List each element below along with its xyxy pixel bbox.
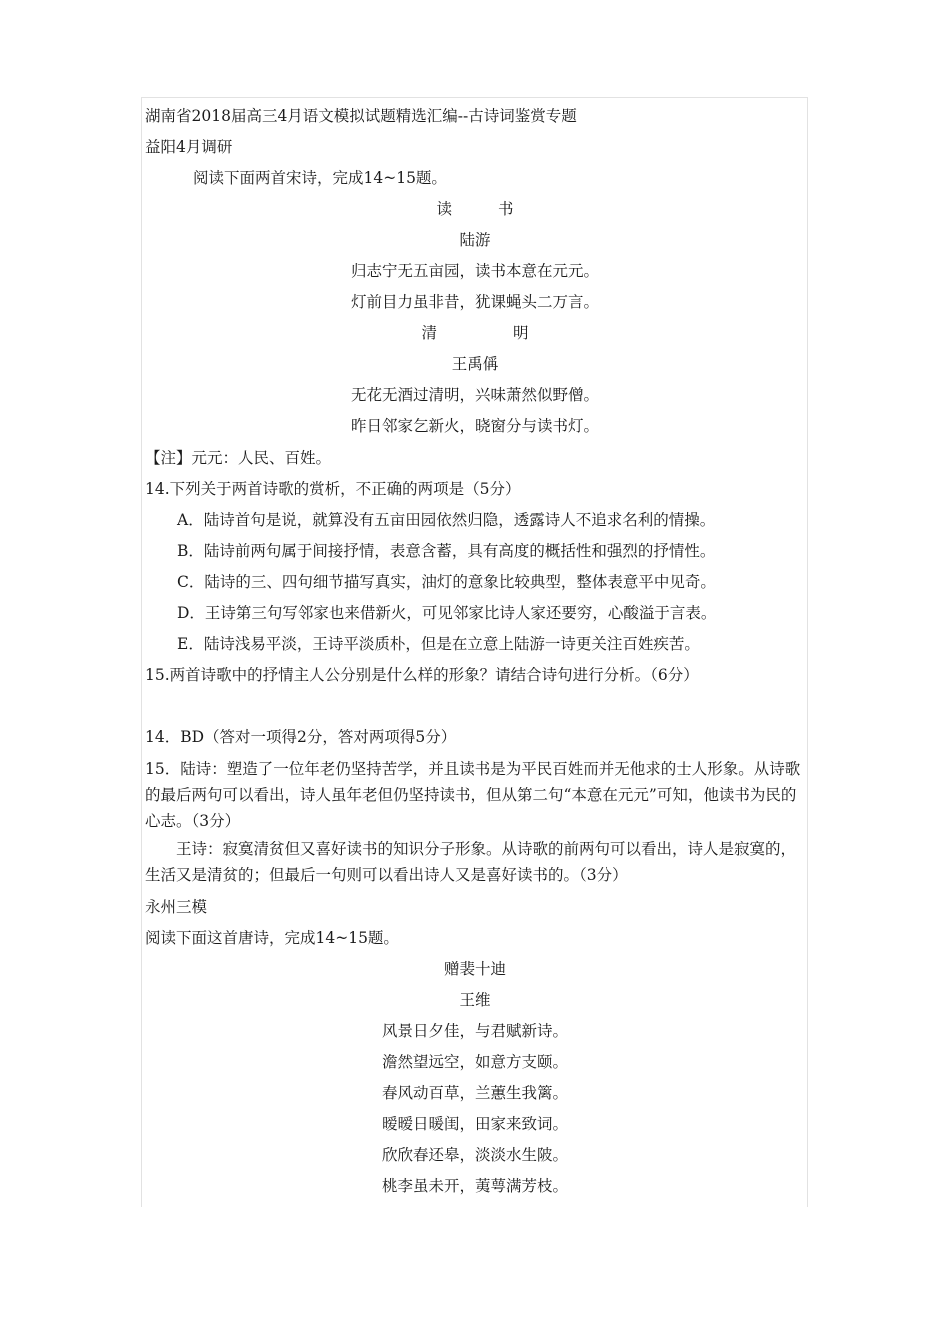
question-14-option-d: D．王诗第三句写邻家也来借新火，可见邻家比诗人家还要穷，心酸溢于言表。 xyxy=(177,604,717,622)
poem-title-char: 清 xyxy=(421,324,437,342)
question-14-option-a: A．陆诗首句是说，就算没有五亩田园依然归隐，透露诗人不追求名利的情操。 xyxy=(177,511,716,529)
question-14-option-e: E．陆诗浅易平淡，王诗平淡质朴，但是在立意上陆游一诗更关注百姓疾苦。 xyxy=(177,635,700,653)
question-14-option-c: C．陆诗的三、四句细节描写真实，油灯的意象比较典型，整体表意平中见奇。 xyxy=(177,573,716,591)
poem-line: 暧暧日暖闺，田家来致词。 xyxy=(381,1115,568,1133)
poem-author: 陆游 xyxy=(459,231,491,249)
poem-line: 桃李虽未开，荑萼满芳枝。 xyxy=(381,1177,568,1195)
poem-line: 归志宁无五亩园，读书本意在元元。 xyxy=(350,262,599,280)
poem-line: 昨日邻家乞新火，晓窗分与读书灯。 xyxy=(350,417,599,435)
answer-14: 14．BD（答对一项得2分，答对两项得5分） xyxy=(145,728,457,746)
poem-title: 赠裴十迪 xyxy=(443,960,506,978)
poem-line: 灯前目力虽非昔，犹课蝇头二万言。 xyxy=(350,293,599,311)
answer-15-paragraph-2: 王诗：寂寞清贫但又喜好读书的知识分子形象。从诗歌的前两句可以看出，诗人是寂寞的，生活又是清贫的；但最后一句则可以看出诗人又是喜好读书的。（3分） xyxy=(145,840,797,884)
poem-author: 王禹偁 xyxy=(451,355,499,373)
poem-line: 风景日夕佳，与君赋新诗。 xyxy=(381,1022,568,1040)
poem-line: 春风动百草，兰蕙生我篱。 xyxy=(381,1084,568,1102)
document-title: 湖南省2018届高三4月语文模拟试题精选汇编--古诗词鉴赏专题 xyxy=(145,107,577,125)
question-15-stem: 15.两首诗歌中的抒情主人公分别是什么样的形象？请结合诗句进行分析。（6分） xyxy=(145,666,699,684)
poem-line: 欣欣春还皋，淡淡水生陂。 xyxy=(381,1146,568,1164)
annotation-note: 【注】元元：人民、百姓。 xyxy=(145,449,332,467)
poem-title-char: 明 xyxy=(513,324,529,342)
section-intro: 阅读下面两首宋诗，完成14~15题。 xyxy=(193,169,447,187)
poem-title-dushu xyxy=(145,199,805,219)
section-intro: 阅读下面这首唐诗，完成14~15题。 xyxy=(145,929,399,947)
poem-title-qingming xyxy=(145,323,805,343)
poem-title-char: 读 xyxy=(436,200,452,218)
question-14-stem: 14.下列关于两首诗歌的赏析，不正确的两项是（5分） xyxy=(145,480,521,498)
section-source-yiyang: 益阳4月调研 xyxy=(145,138,233,156)
section-source-yongzhou: 永州三模 xyxy=(145,898,208,916)
poem-line: 澹然望远空，如意方支颐。 xyxy=(381,1053,568,1071)
answer-15-paragraph-1: 15．陆诗：塑造了一位年老仍坚持苦学，并且读书是为平民百姓而并无他求的士人形象。从诗歌的最后两句可以看出，诗人虽年老但仍坚持读书，但从第二句“本意在元元”可知，他读书为民的心志。（3分） xyxy=(145,760,801,830)
poem-line: 无花无酒过清明，兴味萧然似野僧。 xyxy=(350,386,599,404)
poem-author: 王维 xyxy=(459,991,491,1009)
poem-title-char: 书 xyxy=(498,200,514,218)
question-14-option-b: B．陆诗前两句属于间接抒情，表意含蓄，具有高度的概括性和强烈的抒情性。 xyxy=(177,542,716,560)
